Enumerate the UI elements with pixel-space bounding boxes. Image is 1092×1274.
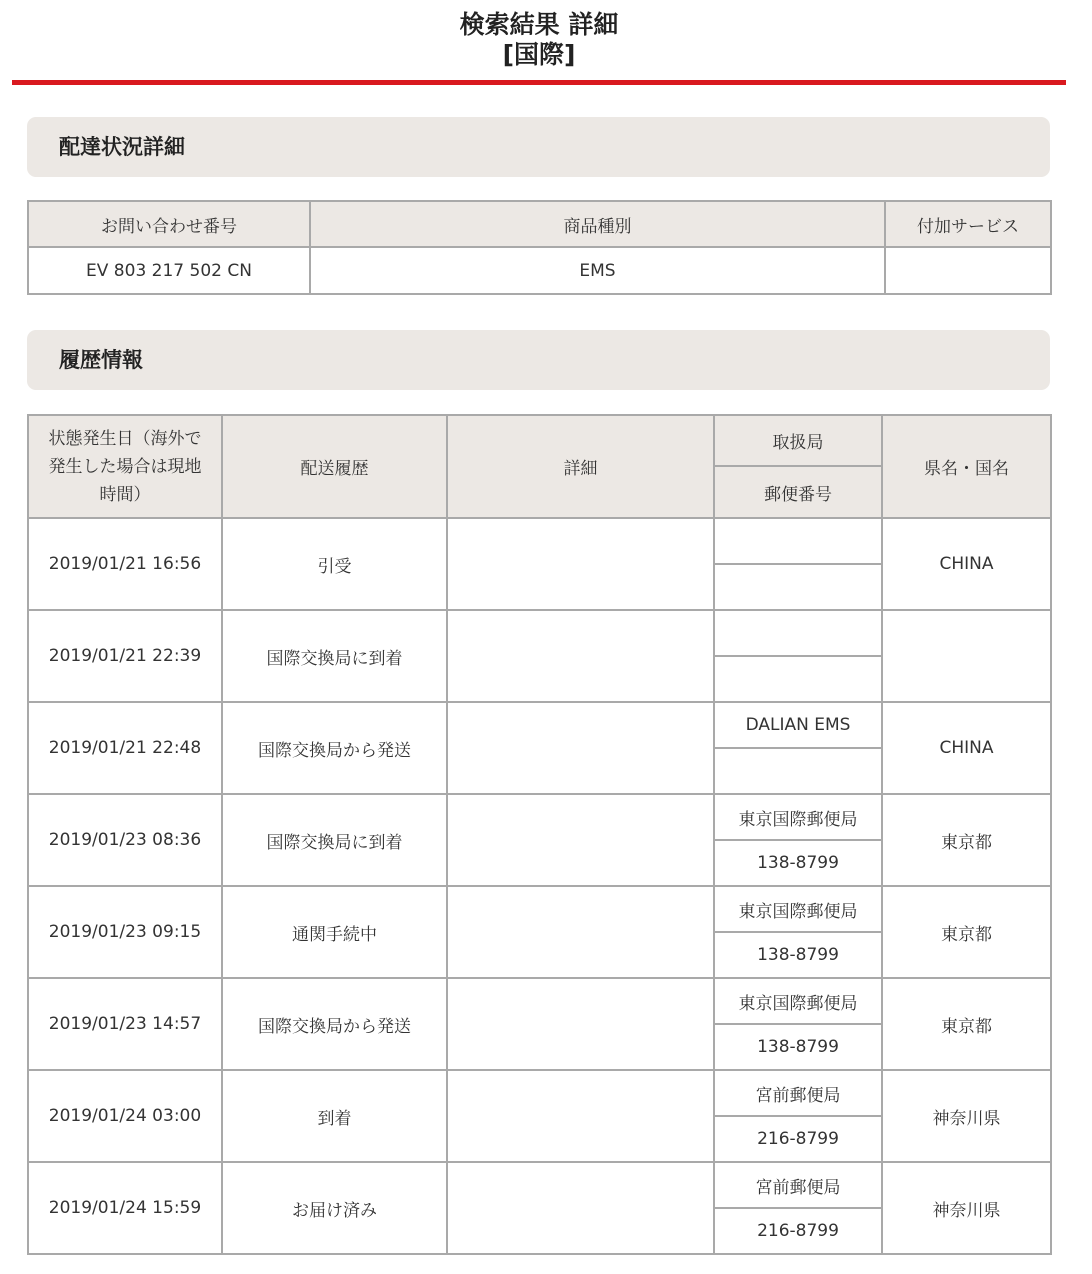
- delivery-status: 通関手続中: [222, 886, 447, 978]
- product-type-header: 商品種別: [310, 201, 885, 247]
- region: CHINA: [882, 702, 1051, 794]
- event-detail: [447, 610, 714, 702]
- history-heading: 履歴情報: [27, 330, 1050, 390]
- history-table: [27, 414, 1052, 1255]
- page-title-line2: [国際]: [502, 40, 576, 69]
- handling-office: [714, 518, 882, 564]
- delivery-status: 国際交換局に到着: [222, 610, 447, 702]
- delivery-status: 国際交換局に到着: [222, 794, 447, 886]
- detail-header: 詳細: [447, 415, 714, 518]
- region: 神奈川県: [882, 1070, 1051, 1162]
- event-detail: [447, 886, 714, 978]
- postal-code: [714, 564, 882, 610]
- delivery-status-heading: 配達状況詳細: [27, 117, 1050, 177]
- region: 東京都: [882, 886, 1051, 978]
- handling-office-header: 取扱局: [714, 415, 882, 466]
- postal-code: 216-8799: [714, 1116, 882, 1162]
- event-detail: [447, 1070, 714, 1162]
- delivery-status: お届け済み: [222, 1162, 447, 1254]
- event-date: 2019/01/21 22:48: [28, 702, 222, 794]
- delivery-history-header: 配送履歴: [222, 415, 447, 518]
- event-detail: [447, 702, 714, 794]
- delivery-status: 国際交換局から発送: [222, 978, 447, 1070]
- event-date: 2019/01/23 14:57: [28, 978, 222, 1070]
- handling-office: [714, 610, 882, 656]
- history-row: [28, 978, 1051, 1024]
- postal-code: 138-8799: [714, 932, 882, 978]
- handling-office: 宮前郵便局: [714, 1162, 882, 1208]
- postal-code: 216-8799: [714, 1208, 882, 1254]
- event-date: 2019/01/23 09:15: [28, 886, 222, 978]
- history-row: [28, 518, 1051, 564]
- history-row: [28, 610, 1051, 656]
- history-row: [28, 1070, 1051, 1116]
- handling-office: DALIAN EMS: [714, 702, 882, 748]
- handling-office: 東京国際郵便局: [714, 978, 882, 1024]
- tracking-detail-table: [27, 200, 1052, 295]
- title-divider: [12, 80, 1066, 85]
- region: CHINA: [882, 518, 1051, 610]
- postal-code: [714, 656, 882, 702]
- event-date: 2019/01/23 08:36: [28, 794, 222, 886]
- event-detail: [447, 1162, 714, 1254]
- event-date: 2019/01/21 22:39: [28, 610, 222, 702]
- history-row: [28, 794, 1051, 840]
- event-detail: [447, 518, 714, 610]
- tracking-detail-header-row: [28, 201, 1051, 247]
- page-title-line1: 検索結果 詳細: [459, 10, 619, 39]
- region-header: 県名・国名: [882, 415, 1051, 518]
- delivery-status: 到着: [222, 1070, 447, 1162]
- product-type: EMS: [310, 247, 885, 294]
- event-date-header: 状態発生日（海外で発生した場合は現地時間）: [28, 415, 222, 518]
- history-row: [28, 702, 1051, 748]
- delivery-status: 引受: [222, 518, 447, 610]
- history-row: [28, 886, 1051, 932]
- handling-office: 東京国際郵便局: [714, 794, 882, 840]
- page-title: [0, 10, 1078, 70]
- region: 神奈川県: [882, 1162, 1051, 1254]
- region: 東京都: [882, 978, 1051, 1070]
- tracking-detail-row: [28, 247, 1051, 294]
- region: [882, 610, 1051, 702]
- postal-code: 138-8799: [714, 1024, 882, 1070]
- event-date: 2019/01/24 15:59: [28, 1162, 222, 1254]
- region: 東京都: [882, 794, 1051, 886]
- event-detail: [447, 794, 714, 886]
- handling-office: 東京国際郵便局: [714, 886, 882, 932]
- history-row: [28, 1162, 1051, 1208]
- postal-code: 138-8799: [714, 840, 882, 886]
- additional-service-header: 付加サービス: [885, 201, 1051, 247]
- postal-code: [714, 748, 882, 794]
- inquiry-number-header: お問い合わせ番号: [28, 201, 310, 247]
- inquiry-number: EV 803 217 502 CN: [28, 247, 310, 294]
- event-date: 2019/01/24 03:00: [28, 1070, 222, 1162]
- event-detail: [447, 978, 714, 1070]
- event-date: 2019/01/21 16:56: [28, 518, 222, 610]
- history-header-row: [28, 415, 1051, 466]
- handling-office: 宮前郵便局: [714, 1070, 882, 1116]
- delivery-status: 国際交換局から発送: [222, 702, 447, 794]
- postal-code-header: 郵便番号: [714, 466, 882, 518]
- additional-service: [885, 247, 1051, 294]
